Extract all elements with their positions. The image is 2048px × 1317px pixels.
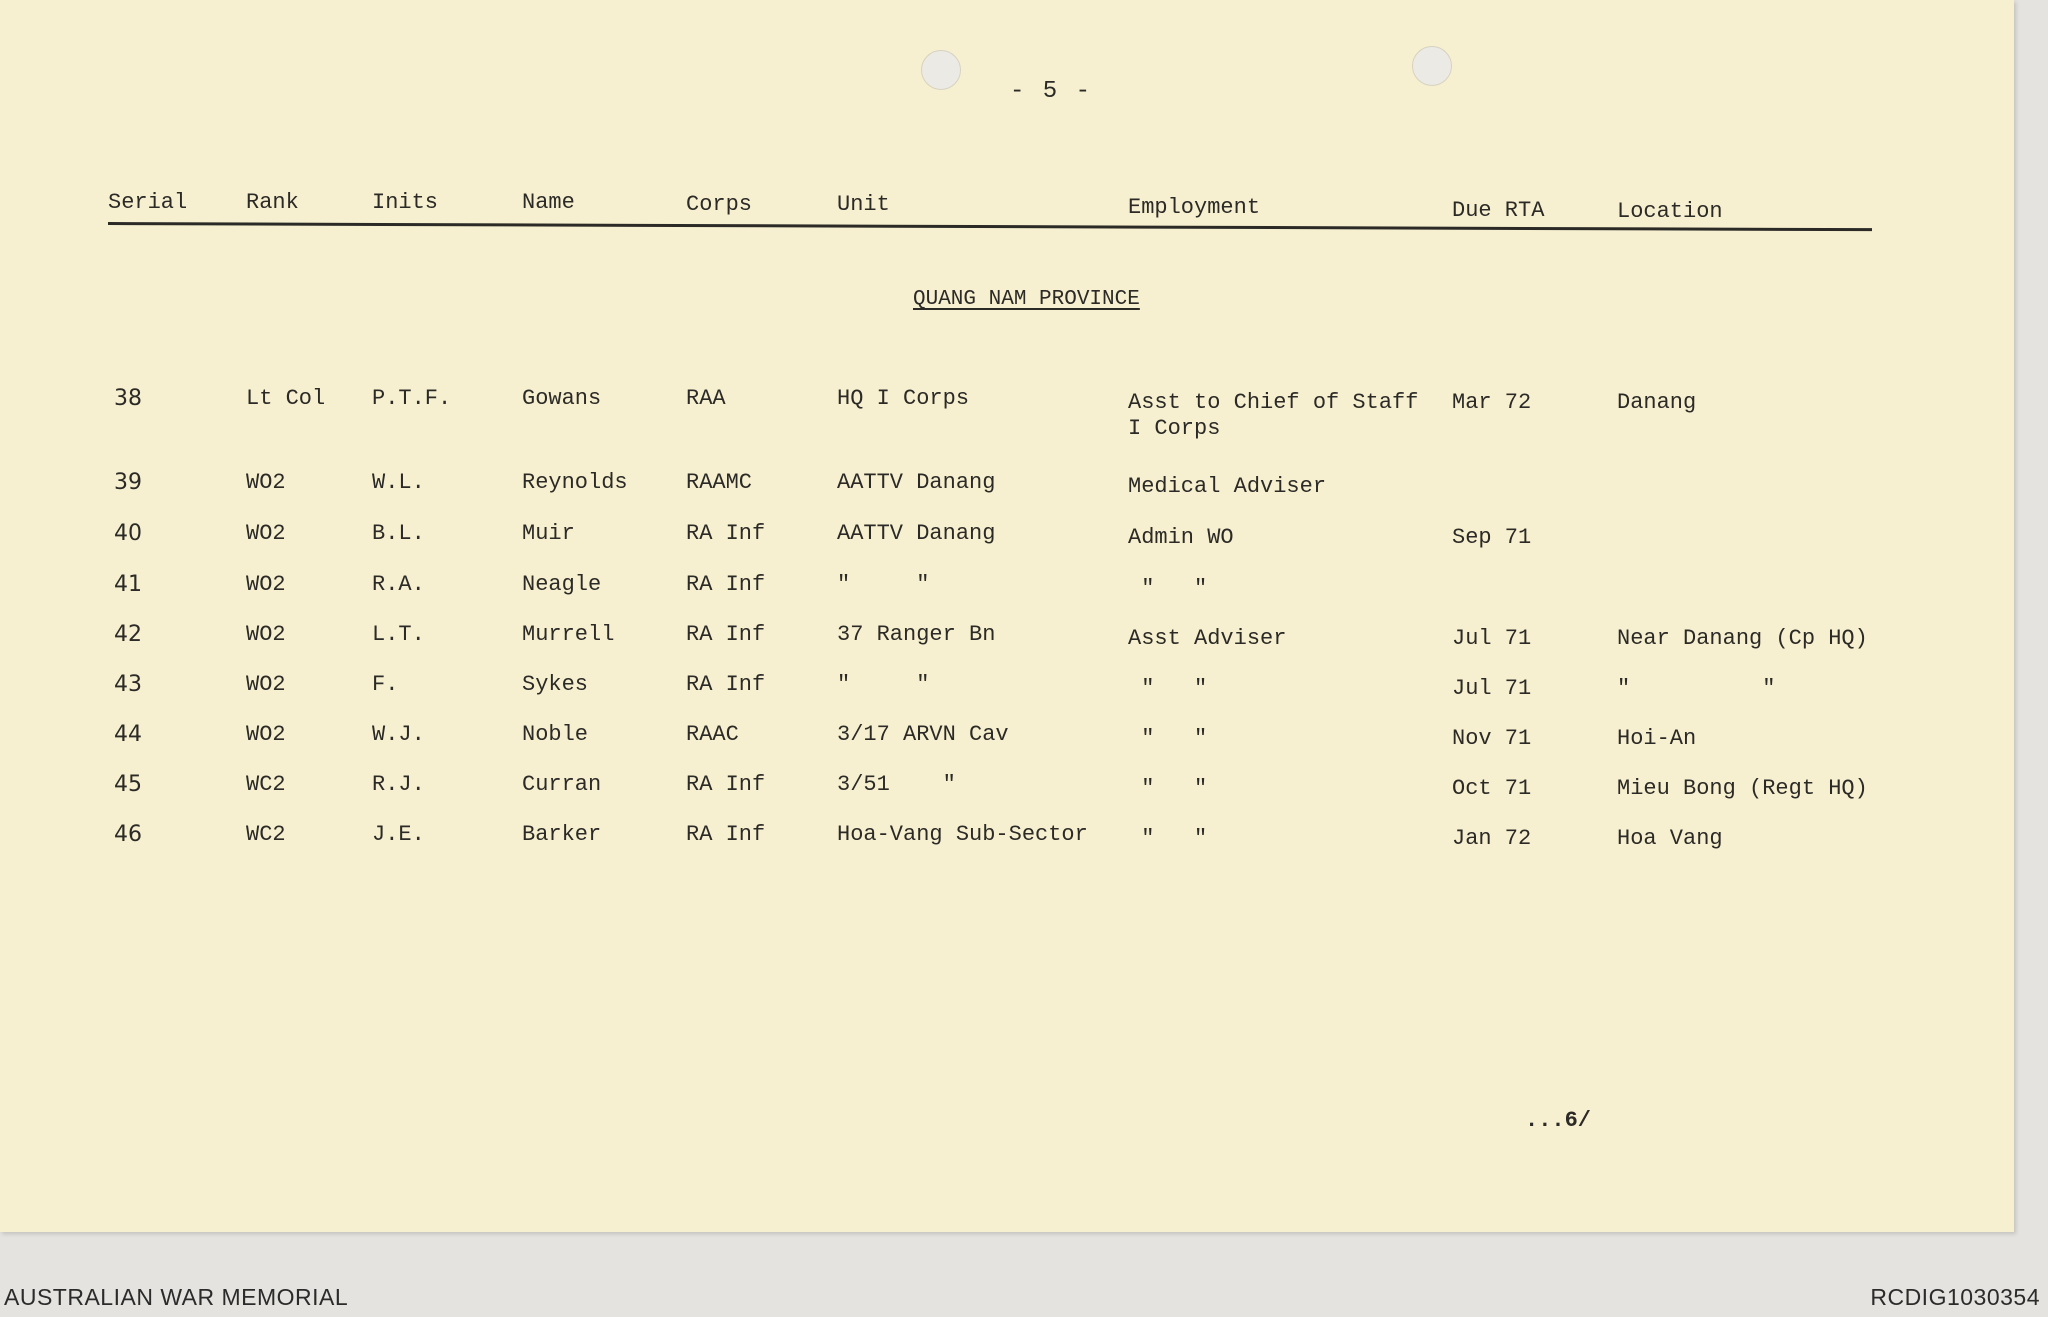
cell-inits: R.A. (372, 572, 425, 597)
cell-name: Muir (522, 521, 575, 546)
cell-unit: HQ I Corps (837, 386, 970, 411)
header-corps: Corps (686, 192, 753, 217)
cell-inits: L.T. (372, 622, 425, 647)
cell-serial: 42 (114, 622, 142, 647)
cell-due-rta: Jan 72 (1452, 826, 1532, 851)
cell-corps: RA Inf (686, 772, 766, 797)
page-number: - 5 - (1010, 78, 1093, 105)
punch-hole-right (1412, 46, 1452, 86)
cell-unit: AATTV Danang (837, 521, 996, 546)
cell-inits: W.J. (372, 722, 425, 747)
cell-name: Sykes (522, 672, 589, 697)
cell-corps: RAAC (686, 722, 739, 747)
cell-due-rta: Nov 71 (1452, 726, 1532, 751)
cell-rank: WO2 (246, 672, 286, 697)
header-serial: Serial (108, 190, 188, 215)
cell-serial: 46 (114, 822, 142, 847)
cell-rank: WO2 (246, 572, 286, 597)
cell-name: Curran (522, 772, 602, 797)
cell-employment: " " (1128, 576, 1208, 601)
cell-due-rta: Sep 71 (1452, 525, 1532, 550)
cell-corps: RA Inf (686, 622, 766, 647)
cell-location: Mieu Bong (Regt HQ) (1617, 776, 1868, 801)
cell-name: Noble (522, 722, 589, 747)
cell-unit: " " (837, 672, 930, 697)
cell-due-rta: Jul 71 (1452, 676, 1532, 701)
cell-corps: RAAMC (686, 470, 753, 495)
cell-rank: WO2 (246, 470, 286, 495)
cell-name: Neagle (522, 572, 602, 597)
punch-hole-left (921, 50, 961, 90)
cell-unit: 3/17 ARVN Cav (837, 722, 1009, 747)
cell-serial: 43 (114, 672, 142, 697)
cell-serial: 41 (114, 572, 142, 597)
cell-corps: RAA (686, 386, 726, 411)
cell-due-rta: Oct 71 (1452, 776, 1532, 801)
section-title: QUANG NAM PROVINCE (913, 288, 1140, 311)
cell-serial: 45 (114, 772, 142, 797)
cell-unit: 37 Ranger Bn (837, 622, 996, 647)
cell-employment: " " (1128, 726, 1208, 751)
cell-serial: 38 (114, 386, 142, 411)
cell-due-rta: Jul 71 (1452, 626, 1532, 651)
cell-location: Hoa Vang (1617, 826, 1723, 851)
footer-record-id: RCDIG1030354 (1870, 1284, 2040, 1310)
header-rank: Rank (246, 190, 299, 215)
cell-rank: WO2 (246, 622, 286, 647)
cell-rank: WO2 (246, 722, 286, 747)
cell-location: Danang (1617, 390, 1697, 415)
continuation-marker: ...6/ (1525, 1108, 1592, 1133)
cell-name: Gowans (522, 386, 602, 411)
cell-unit: AATTV Danang (837, 470, 996, 495)
cell-rank: Lt Col (246, 386, 326, 411)
cell-serial: 39 (114, 470, 142, 495)
cell-due-rta: Mar 72 (1452, 390, 1532, 415)
cell-location: Near Danang (Cp HQ) (1617, 626, 1868, 651)
cell-inits: J.E. (372, 822, 425, 847)
cell-name: Reynolds (522, 470, 628, 495)
cell-rank: WC2 (246, 822, 286, 847)
cell-corps: RA Inf (686, 572, 766, 597)
header-unit: Unit (837, 192, 890, 217)
cell-unit: " " (837, 572, 930, 597)
header-location: Location (1617, 199, 1723, 224)
footer-archive-name: AUSTRALIAN WAR MEMORIAL (4, 1284, 349, 1310)
cell-location: Hoi-An (1617, 726, 1697, 751)
cell-inits: W.L. (372, 470, 425, 495)
header-employment: Employment (1128, 195, 1261, 220)
cell-employment: " " (1128, 776, 1208, 801)
cell-employment: Admin WO (1128, 525, 1234, 550)
header-due-rta: Due RTA (1452, 198, 1545, 223)
cell-corps: RA Inf (686, 822, 766, 847)
cell-employment: Asst Adviser (1128, 626, 1287, 651)
cell-corps: RA Inf (686, 672, 766, 697)
header-rule (108, 222, 1872, 231)
cell-employment: Medical Adviser (1128, 474, 1327, 499)
cell-inits: R.J. (372, 772, 425, 797)
header-inits: Inits (372, 190, 439, 215)
cell-employment: Asst to Chief of Staff (1128, 390, 1419, 415)
cell-serial: 40 (114, 521, 142, 546)
cell-name: Barker (522, 822, 602, 847)
cell-inits: P.T.F. (372, 386, 452, 411)
cell-inits: F. (372, 672, 399, 697)
cell-employment-line2: I Corps (1128, 416, 1221, 441)
cell-name: Murrell (522, 622, 615, 647)
cell-rank: WC2 (246, 772, 286, 797)
cell-rank: WO2 (246, 521, 286, 546)
cell-employment: " " (1128, 676, 1208, 701)
cell-employment: " " (1128, 826, 1208, 851)
cell-location: " " (1617, 676, 1776, 701)
cell-serial: 44 (114, 722, 142, 747)
cell-corps: RA Inf (686, 521, 766, 546)
cell-inits: B.L. (372, 521, 425, 546)
cell-unit: Hoa-Vang Sub-Sector (837, 822, 1088, 847)
header-name: Name (522, 190, 575, 215)
cell-unit: 3/51 " (837, 772, 956, 797)
